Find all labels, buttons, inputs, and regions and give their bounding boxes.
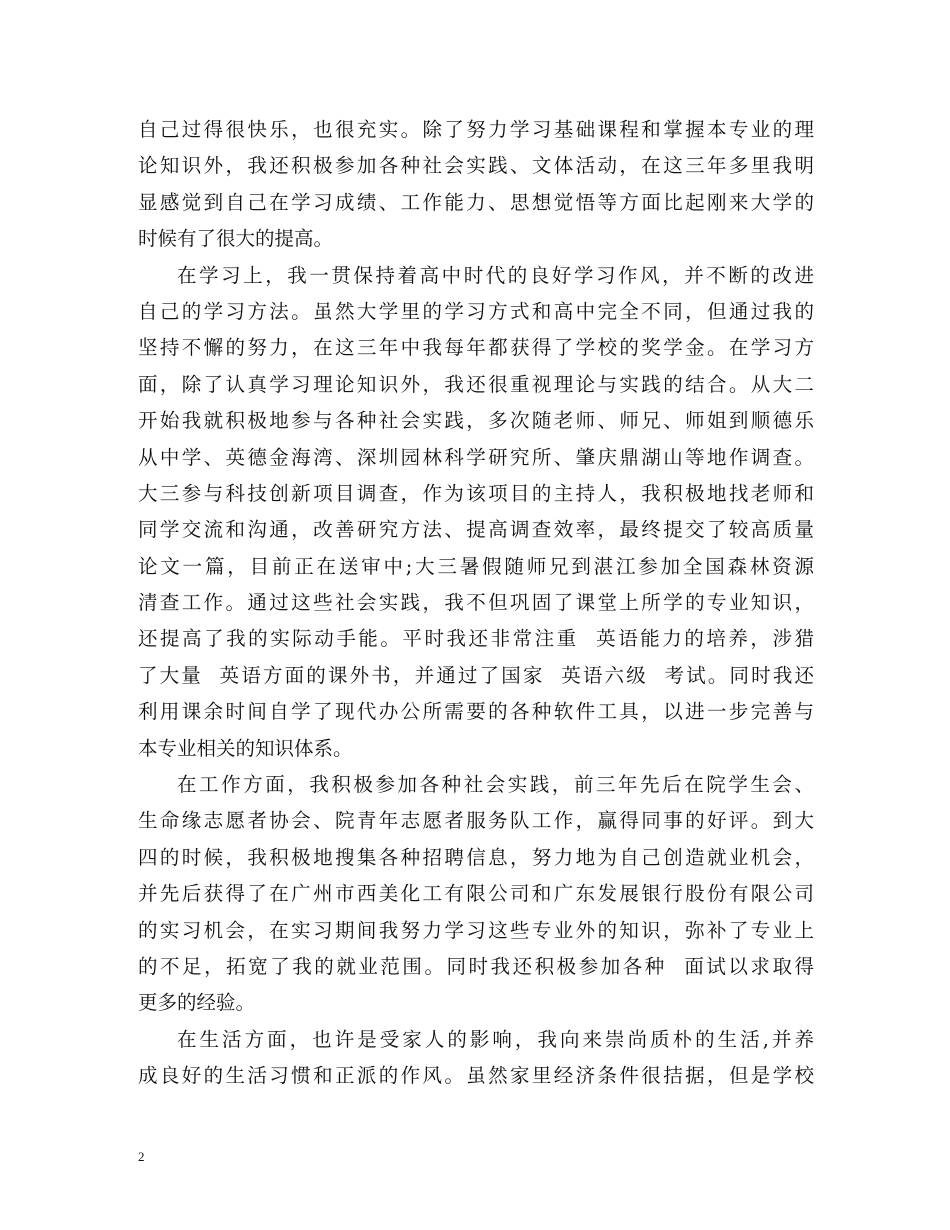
text-line: 论文一篇，目前正在送审中;大三暑假随师兄到湛江参加全国森林资源 <box>138 554 814 578</box>
text-line: 显感觉到自己在学习成绩、工作能力、思想觉悟等方面比起刚来大学的 <box>138 190 814 214</box>
page-number: 2 <box>138 1149 145 1164</box>
text-line: 生命缘志愿者协会、院青年志愿者服务队工作，赢得同事的好评。到大 <box>138 809 814 833</box>
text-line: 大三参与科技创新项目调查，作为该项目的主持人，我积极地找老师和 <box>138 481 814 505</box>
text-line: 还提高了我的实际动手能。平时我还非常注重 英语能力的培养，涉猎 <box>138 627 814 651</box>
text-line: 并先后获得了在广州市西美化工有限公司和广东发展银行股份有限公司 <box>138 882 814 906</box>
text-line: 在工作方面，我积极参加各种社会实践，前三年先后在院学生会、 <box>177 773 814 797</box>
text-line: 时候有了很大的提高。 <box>138 227 334 251</box>
text-line: 自己的学习方法。虽然大学里的学习方式和高中完全不同，但通过我的 <box>138 299 814 323</box>
text-line: 坚持不懈的努力，在这三年中我每年都获得了学校的奖学金。在学习方 <box>138 336 814 360</box>
text-line: 本专业相关的知识体系。 <box>138 736 353 760</box>
text-line: 的不足，拓宽了我的就业范围。同时我还积极参加各种 面试以求取得 <box>138 954 814 978</box>
text-line: 从中学、英德金海湾、深圳园林科学研究所、肇庆鼎湖山等地作调查。 <box>138 445 814 469</box>
text-line: 开始我就积极地参与各种社会实践，多次随老师、师兄、师姐到顺德乐 <box>138 409 814 433</box>
text-line: 自己过得很快乐，也很充实。除了努力学习基础课程和掌握本专业的理 <box>138 118 814 141</box>
text-line: 同学交流和沟通，改善研究方法、提高调查效率，最终提交了较高质量 <box>138 518 814 542</box>
body-text <box>138 112 814 1095</box>
text-line: 面，除了认真学习理论知识外，我还很重视理论与实践的结合。从大二 <box>138 372 814 396</box>
text-line: 在生活方面，也许是受家人的影响，我向来崇尚质朴的生活,并养 <box>177 1027 814 1051</box>
text-line: 了大量 英语方面的课外书，并通过了国家 英语六级 考试。同时我还 <box>138 663 814 687</box>
text-line: 清查工作。通过这些社会实践，我不但巩固了课堂上所学的专业知识， <box>138 591 814 615</box>
text-line: 成良好的生活习惯和正派的作风。虽然家里经济条件很拮据，但是学校 <box>138 1064 814 1088</box>
text-line: 四的时候，我积极地搜集各种招聘信息，努力地为自己创造就业机会， <box>138 845 814 869</box>
text-line: 更多的经验。 <box>138 991 256 1015</box>
text-line: 在学习上，我一贯保持着高中时代的良好学习作风，并不断的改进 <box>177 263 814 287</box>
text-line: 的实习机会，在实习期间我努力学习这些专业外的知识，弥补了专业上 <box>138 918 814 942</box>
text-line: 论知识外，我还积极参加各种社会实践、文体活动，在这三年多里我明 <box>138 154 814 178</box>
text-line: 利用课余时间自学了现代办公所需要的各种软件工具，以进一步完善与 <box>138 700 814 724</box>
